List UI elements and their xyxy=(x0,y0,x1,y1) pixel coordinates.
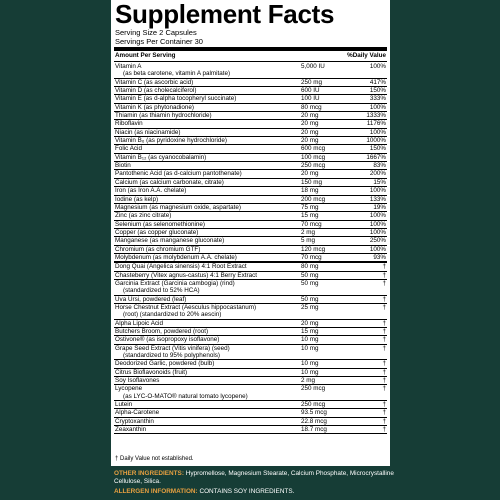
nutrient-name-text: Calcium (as calcium carbonate, citrate) xyxy=(115,178,224,186)
allergen-text: CONTAINS SOY INGREDIENTS. xyxy=(199,488,295,495)
servings-per-container: Servings Per Container 30 xyxy=(115,36,203,46)
serving-size: Serving Size 2 Capsules xyxy=(115,28,197,37)
table-row xyxy=(114,401,387,409)
nutrient-name-text: Vitamin K (as phytonadione) xyxy=(115,103,194,111)
nutrient-amount: 80 mg xyxy=(301,263,319,271)
nutrient-name xyxy=(114,179,293,186)
table-row xyxy=(114,272,387,280)
nutrient-amount: 20 mg xyxy=(301,170,319,178)
nutrient-name-text: Zeaxanthin xyxy=(115,426,147,434)
nutrient-amount: 600 IU xyxy=(301,87,320,95)
nutrient-daily-value: 19% xyxy=(373,203,386,211)
nutrient-name xyxy=(114,212,293,219)
nutrient-subtext: (as LYC-O-MATO® natural tomato lycopene) xyxy=(123,392,248,400)
nutrient-amount: 20 mg xyxy=(301,128,319,136)
nutrient-amount: 70 mcg xyxy=(301,253,322,261)
nutrient-name xyxy=(114,145,293,152)
nutrient-name xyxy=(114,296,293,303)
nutrient-daily-value: † xyxy=(382,409,386,417)
nutrient-name xyxy=(114,360,293,367)
table-row xyxy=(114,409,387,417)
allergen-label: ALLERGEN INFORMATION: xyxy=(114,488,198,495)
table-row xyxy=(114,221,387,229)
nutrient-amount: 15 mg xyxy=(301,212,319,220)
nutrient-daily-value: † xyxy=(382,360,386,368)
nutrient-name-text: Niacin (as niacinamide) xyxy=(115,128,181,136)
table-row xyxy=(114,320,387,328)
nutrient-name xyxy=(114,104,293,111)
nutrient-daily-value: 100% xyxy=(369,187,386,195)
table-row xyxy=(114,385,387,401)
nutrient-name xyxy=(114,63,293,78)
nutrient-name-text: Vitamin D (as cholecalciferol) xyxy=(115,87,197,95)
nutrient-name xyxy=(114,162,293,169)
nutrient-name-text: Copper (as copper gluconate) xyxy=(115,228,199,236)
table-row xyxy=(114,95,387,103)
nutrient-name xyxy=(114,221,293,228)
nutrient-name xyxy=(114,204,293,211)
nutrient-daily-value: † xyxy=(382,263,386,271)
nutrient-daily-value: 100% xyxy=(369,103,386,111)
nutrient-daily-value: † xyxy=(382,377,386,385)
nutrient-name xyxy=(114,129,293,136)
nutrient-name xyxy=(114,120,293,127)
nutrient-name-text: Alpha Lipoic Acid xyxy=(115,319,163,327)
nutrient-amount: 100 IU xyxy=(301,95,320,103)
table-row xyxy=(114,196,387,204)
nutrient-amount: 50 mg xyxy=(301,271,319,279)
nutrient-name-text: Vitamin C (as ascorbic acid) xyxy=(115,78,194,86)
nutrient-amount: 150 mg xyxy=(301,178,323,186)
nutrient-daily-value: 1176% xyxy=(366,120,386,128)
panel-title: Supplement Facts xyxy=(115,0,335,29)
table-row xyxy=(114,360,387,368)
nutrient-amount: 10 mg xyxy=(301,344,319,352)
nutrient-name xyxy=(114,187,293,194)
nutrient-amount: 75 mg xyxy=(301,203,319,211)
nutrient-name-text: Butchers Broom, powdered (root) xyxy=(115,328,209,335)
nutrient-name-text: Selenium (as selenomethionine) xyxy=(115,220,205,228)
nutrient-amount: 600 mcg xyxy=(301,145,326,153)
divider-thick xyxy=(114,47,387,51)
footnote: † Daily Value not established. xyxy=(115,456,194,462)
nutrient-name-text: Manganese (as manganese gluconate) xyxy=(115,237,225,245)
nutrient-name-text: Citrus Bioflavonoids (fruit) xyxy=(115,368,188,376)
nutrient-name-text: Cryptoxanthin xyxy=(115,417,154,425)
table-row xyxy=(114,129,387,137)
table-row xyxy=(114,212,387,220)
table-row xyxy=(114,296,387,304)
nutrient-name xyxy=(114,418,293,425)
nutrient-daily-value: † xyxy=(382,336,386,344)
nutrient-daily-value: 250% xyxy=(369,237,386,245)
nutrient-name xyxy=(114,426,293,433)
table-row xyxy=(114,137,387,145)
nutrient-name-text: Zinc (as zinc citrate) xyxy=(115,212,172,220)
nutrient-name-text: Chasteberry (Vitex agnus-castus) 4:1 Berry Extract xyxy=(115,271,257,279)
nutrient-amount: 5 mg xyxy=(301,237,315,245)
nutrient-amount: 15 mg xyxy=(301,328,319,335)
nutrient-amount: 10 mg xyxy=(301,360,319,368)
table-row xyxy=(114,179,387,187)
table-row xyxy=(114,345,387,361)
nutrient-daily-value: 100% xyxy=(369,228,386,236)
nutrient-name-text: Alpha-Carotene xyxy=(115,409,160,417)
nutrient-daily-value: † xyxy=(382,344,386,352)
nutrient-amount: 80 mcg xyxy=(301,103,322,111)
table-row xyxy=(114,162,387,170)
nutrient-name xyxy=(114,272,293,279)
table-row xyxy=(114,418,387,426)
nutrient-daily-value: 1333% xyxy=(366,112,386,120)
nutrient-daily-value: † xyxy=(382,426,386,434)
nutrient-daily-value: † xyxy=(382,417,386,425)
nutrient-name xyxy=(114,304,293,319)
table-row xyxy=(114,246,387,254)
nutrient-daily-value: 150% xyxy=(369,145,386,153)
nutrient-name xyxy=(114,377,293,384)
nutrient-amount: 25 mg xyxy=(301,303,319,311)
nutrient-name xyxy=(114,345,293,360)
table-row xyxy=(114,187,387,195)
nutrient-daily-value: 150% xyxy=(369,87,386,95)
nutrient-name-text: Iodine (as kelp) xyxy=(115,195,159,203)
table-row xyxy=(114,204,387,212)
nutrient-name xyxy=(114,320,293,327)
nutrient-name-text: Horse Chestnut Extract (Aesculus hippocastanum) xyxy=(115,303,257,311)
table-row xyxy=(114,112,387,120)
nutrient-name-text: Chromium (as chromium GTF) xyxy=(115,245,201,253)
nutrient-name-text: Lutein xyxy=(115,401,133,409)
nutrient-subtext: (as beta carotene, vitamin A palmitate) xyxy=(123,70,231,78)
nutrient-amount: 20 mg xyxy=(301,120,319,128)
nutrient-table xyxy=(114,63,387,434)
nutrient-name xyxy=(114,263,293,270)
nutrient-daily-value: 93% xyxy=(373,253,386,261)
nutrient-subtext: (standardized to 95% polyphenols) xyxy=(123,352,220,360)
nutrient-name-text: Biotin xyxy=(115,162,131,170)
nutrient-name xyxy=(114,229,293,236)
nutrient-name-text: Vitamin A xyxy=(115,63,142,70)
nutrient-amount: 5,000 IU xyxy=(301,63,325,70)
nutrient-amount: 120 mcg xyxy=(301,245,326,253)
nutrient-amount: 70 mcg xyxy=(301,220,322,228)
nutrient-name xyxy=(114,79,293,86)
nutrient-amount: 10 mg xyxy=(301,368,319,376)
nutrient-amount: 50 mg xyxy=(301,295,319,303)
table-row xyxy=(114,79,387,87)
nutrient-amount: 20 mg xyxy=(301,319,319,327)
nutrient-daily-value: 100% xyxy=(369,63,386,70)
nutrient-amount: 50 mg xyxy=(301,279,319,287)
nutrient-name-text: Deodorized Garlic, powdered (bulb) xyxy=(115,360,215,368)
nutrient-amount: 20 mg xyxy=(301,112,319,120)
nutrient-daily-value: 133% xyxy=(369,195,386,203)
nutrient-name-text: Iron (as Iron A.A. chelate) xyxy=(115,187,187,195)
nutrient-amount: 250 mcg xyxy=(301,401,326,409)
nutrient-daily-value: 83% xyxy=(373,162,386,170)
nutrient-daily-value: 100% xyxy=(369,220,386,228)
nutrient-name xyxy=(114,95,293,102)
table-row xyxy=(114,336,387,344)
column-header xyxy=(115,52,386,61)
nutrient-name xyxy=(114,237,293,244)
nutrient-name xyxy=(114,328,293,335)
nutrient-name xyxy=(114,385,293,400)
nutrient-amount: 10 mg xyxy=(301,336,319,344)
nutrient-daily-value: 15% xyxy=(373,178,386,186)
table-row xyxy=(114,280,387,296)
nutrient-name xyxy=(114,170,293,177)
nutrient-daily-value: 1000% xyxy=(366,137,386,145)
nutrient-daily-value: † xyxy=(382,328,386,335)
nutrient-daily-value: † xyxy=(382,401,386,409)
table-row xyxy=(114,237,387,245)
nutrient-amount: 22.8 mcg xyxy=(301,417,327,425)
nutrient-name-text: Vitamin B₆ (as pyridoxine hydrochloride) xyxy=(115,137,227,145)
table-row xyxy=(114,229,387,237)
nutrient-name xyxy=(114,254,293,261)
nutrient-name xyxy=(114,401,293,408)
nutrient-name-text: Folic Acid xyxy=(115,145,142,153)
table-row xyxy=(114,145,387,153)
daily-value-label: %Daily Value xyxy=(347,52,386,59)
nutrient-name-text: Grape Seed Extract (Vitis vinifera) (seed) xyxy=(115,344,230,352)
nutrient-daily-value: 417% xyxy=(369,78,386,86)
nutrient-daily-value: † xyxy=(382,295,386,303)
nutrient-daily-value: 1667% xyxy=(366,153,386,161)
other-ingredients-label: OTHER INGREDIENTS: xyxy=(114,470,184,477)
nutrient-daily-value: † xyxy=(382,319,386,327)
nutrient-name-text: Ostivone® (as isopropoxy isoflavone) xyxy=(115,336,220,344)
table-row xyxy=(114,120,387,128)
nutrient-subtext: (root) (standardized to 20% aescin) xyxy=(123,311,222,319)
nutrient-name xyxy=(114,87,293,94)
nutrient-amount: 2 mg xyxy=(301,377,315,385)
nutrient-name-text: Vitamin B₁₂ (as cyanocobalamin) xyxy=(115,153,207,161)
nutrient-name-text: Uva Ursi, powdered (leaf) xyxy=(115,295,187,303)
table-row xyxy=(114,254,387,263)
nutrient-name xyxy=(114,246,293,253)
nutrient-amount: 100 mcg xyxy=(301,153,326,161)
nutrient-daily-value: † xyxy=(382,368,386,376)
nutrient-daily-value: † xyxy=(382,303,386,311)
nutrient-daily-value: † xyxy=(382,271,386,279)
table-row xyxy=(114,377,387,385)
nutrient-name xyxy=(114,112,293,119)
nutrient-amount: 200 mcg xyxy=(301,195,326,203)
nutrient-name-text: Dong Quai (Angelica sinensis) 4:1 Root Extract xyxy=(115,263,247,271)
table-row xyxy=(114,104,387,112)
table-row xyxy=(114,154,387,162)
nutrient-name-text: Garcinia Extract (Garcinia cambogia) (rind) xyxy=(115,279,235,287)
nutrient-name xyxy=(114,336,293,343)
amount-per-serving-label: Amount Per Serving xyxy=(115,52,176,59)
nutrient-subtext: (standardized to 52% HCA) xyxy=(123,287,200,295)
nutrient-name-text: Vitamin E (as d-alpha tocopheryl succinate) xyxy=(115,95,237,103)
allergen-info xyxy=(114,488,294,495)
nutrient-name-text: Molybdenum (as molybdenum A.A. chelate) xyxy=(115,253,237,261)
nutrient-name-text: Thiamin (as thiamin hydrochloride) xyxy=(115,112,212,120)
nutrient-name xyxy=(114,280,293,295)
nutrient-name-text: Pantothenic Acid (as d-calcium pantothenate) xyxy=(115,170,242,178)
nutrient-amount: 250 mcg xyxy=(301,385,326,393)
table-row xyxy=(114,63,387,79)
nutrient-amount: 2 mg xyxy=(301,228,315,236)
nutrient-name-text: Magnesium (as magnesium oxide, aspartate) xyxy=(115,203,241,211)
nutrient-daily-value: 100% xyxy=(369,128,386,136)
divider-thin xyxy=(114,61,387,62)
nutrient-name xyxy=(114,154,293,161)
nutrient-name xyxy=(114,137,293,144)
nutrient-name xyxy=(114,409,293,416)
nutrient-amount: 93.5 mcg xyxy=(301,409,327,417)
table-row xyxy=(114,369,387,377)
other-ingredients-text: Hypromellose, Magnesium Stearate, Calcium Phosphate, Microcrystalline Cellulose, Silica. xyxy=(114,470,394,485)
nutrient-name-text: Soy Isoflavones xyxy=(115,377,160,385)
nutrient-name-text: Lycopene xyxy=(115,385,143,393)
nutrient-daily-value: † xyxy=(382,385,386,393)
nutrient-amount: 18.7 mcg xyxy=(301,426,327,434)
other-ingredients xyxy=(114,470,394,486)
nutrient-name-text: Riboflavin xyxy=(115,120,143,128)
supplement-facts-panel xyxy=(111,0,390,466)
serving-info xyxy=(115,29,203,46)
table-row xyxy=(114,263,387,271)
nutrient-name xyxy=(114,369,293,376)
table-row xyxy=(114,426,387,434)
nutrient-daily-value: 100% xyxy=(369,245,386,253)
nutrient-name xyxy=(114,196,293,203)
nutrient-amount: 20 mg xyxy=(301,137,319,145)
table-row xyxy=(114,170,387,178)
nutrient-daily-value: 200% xyxy=(369,170,386,178)
table-row xyxy=(114,87,387,95)
nutrient-amount: 250 mg xyxy=(301,78,323,86)
nutrient-daily-value: 100% xyxy=(369,212,386,220)
nutrient-daily-value: 333% xyxy=(369,95,386,103)
table-row xyxy=(114,304,387,320)
nutrient-amount: 250 mcg xyxy=(301,162,326,170)
nutrient-amount: 18 mg xyxy=(301,187,319,195)
nutrient-daily-value: † xyxy=(382,279,386,287)
